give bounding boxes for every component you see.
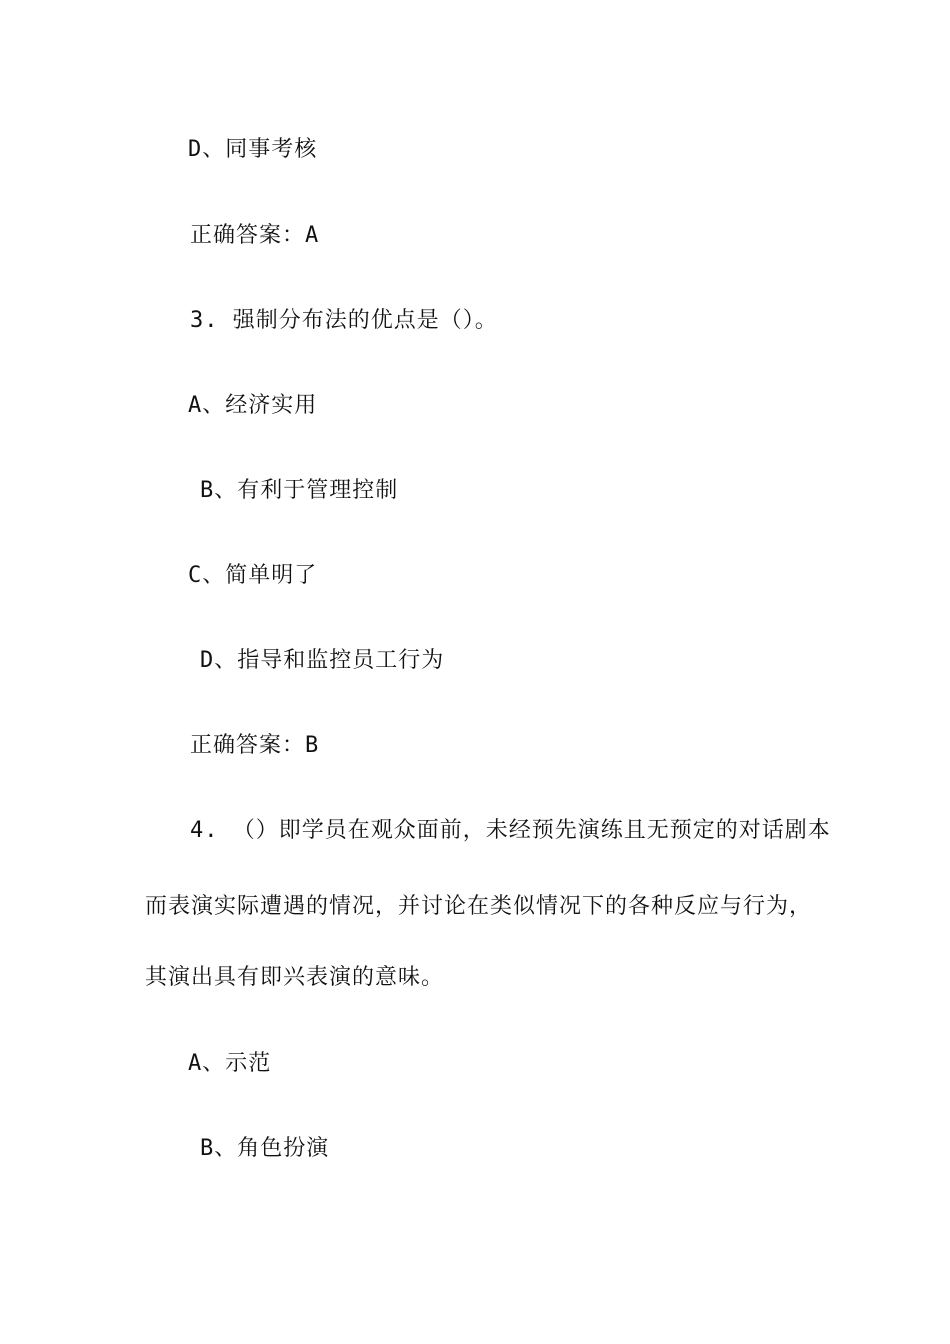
q2-answer: 正确答案：A [190, 223, 320, 248]
q4-question-line3: 其演出具有即兴表演的意味。 [145, 965, 445, 990]
q3-answer: 正确答案：B [190, 733, 320, 758]
q4-option-a: A、示范 [188, 1051, 272, 1076]
q3-option-a: A、经济实用 [188, 393, 318, 418]
q3-question: 3. 强制分布法的优点是（）。 [190, 308, 498, 333]
q4-question-line1: 4. （）即学员在观众面前，未经预先演练且无预定的对话剧本 [190, 818, 831, 843]
q4-option-b: B、角色扮演 [200, 1136, 330, 1161]
q4-question-line2: 而表演实际遭遇的情况，并讨论在类似情况下的各种反应与行为， [145, 894, 813, 919]
q3-option-c: C、简单明了 [188, 563, 318, 588]
q3-option-b: B、有利于管理控制 [200, 478, 399, 503]
q2-option-d: D、同事考核 [188, 137, 318, 162]
q3-option-d: D、指导和监控员工行为 [200, 648, 445, 673]
